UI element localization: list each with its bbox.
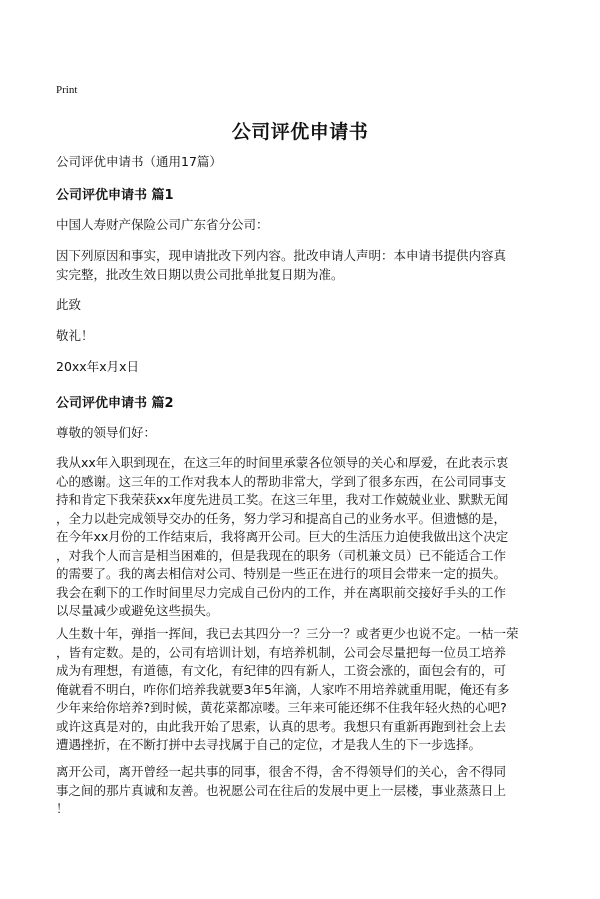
section-heading-2: 公司评优申请书 篇2 — [56, 396, 174, 411]
section1-closing-cizhi: 此致 — [56, 297, 82, 312]
print-label: Print — [56, 84, 78, 96]
section1-closing-jingli: 敬礼！ — [56, 328, 94, 343]
section1-body: 因下列原因和事实，现申请批改下列内容。批改申请人声明：本申请书提供内容真 实完整，批改生效日期以贵公司批单批复日期为准。 — [56, 248, 507, 282]
section2-paragraph-3: 离开公司，离开曾经一起共事的同事，很舍不得，舍不得领导们的关心，舍不得同 事之间的那片真诚和友善。也祝愿公司在往后的发展中更上一层楼，事业蒸蒸日上 ！ — [56, 764, 507, 816]
section-heading-1: 公司评优申请书 篇1 — [56, 188, 174, 203]
section2-paragraph-1: 我从xx年入职到现在，在这三年的时间里承蒙各位领导的关心和厚爱，在此表示衷 心的感谢。这三年的工作对我本人的帮助非常大，学到了很多东西，在公司同事支 持和肯定下我荣获xx年度先进员工奖。在这三年里，我对工作兢兢业业、默默无闻 ，全力以赴完成领导交办的任务，努力学习和提高自己的业务水平。但遗憾的是， 在今年xx月份的工作结束后，我将离开公司。巨大的生活压力迫使我做出这个决定 ，对我个人而言是相当困难的，但是我现在的职务（司机兼文员）已不能适合工作 的需要了。我的离去相信对公司、特别是一些正在进行的项目会带来一定的损失。 我会在剩下的工作时间里尽力完成自己份内的工作，并在离职前交接好手头的工作 以尽量减少或避免这些损失。 — [56, 455, 509, 618]
document-subtitle: 公司评优申请书（通用17篇） — [56, 154, 222, 169]
section2-salutation: 尊敬的领导们好： — [56, 425, 157, 440]
section1-salutation: 中国人寿财产保险公司广东省分公司： — [56, 217, 269, 232]
section1-date: 20xx年x月x日 — [56, 359, 139, 374]
page-title: 公司评优申请书 — [231, 121, 369, 143]
section2-paragraph-2: 人生数十年，弹指一挥间，我已去其四分一？三分一？或者更少也说不定。一枯一荣 ，皆有定数。是的，公司有培训计划，有培养机制，公司会尽量把每一位员工培养 成为有理想，有道德，有文化，有纪律的四有新人，工资会涨的，面包会有的，可 俺就看不明白，咋你们培养我就要3年5年滴，人家咋不用培养就重用昵，俺还有多 少年来给你培养?到时候，黄花菜都凉喽。三年来可能还绑不住我年轻火热的心吧? 或许这真是对的，由此我开始了思索，认真的思考。我想只有重新再跑到社会上去 遭遇挫折，在不断打拼中去寻找属于自己的定位，才是我人生的下一步选择。 — [56, 626, 519, 752]
